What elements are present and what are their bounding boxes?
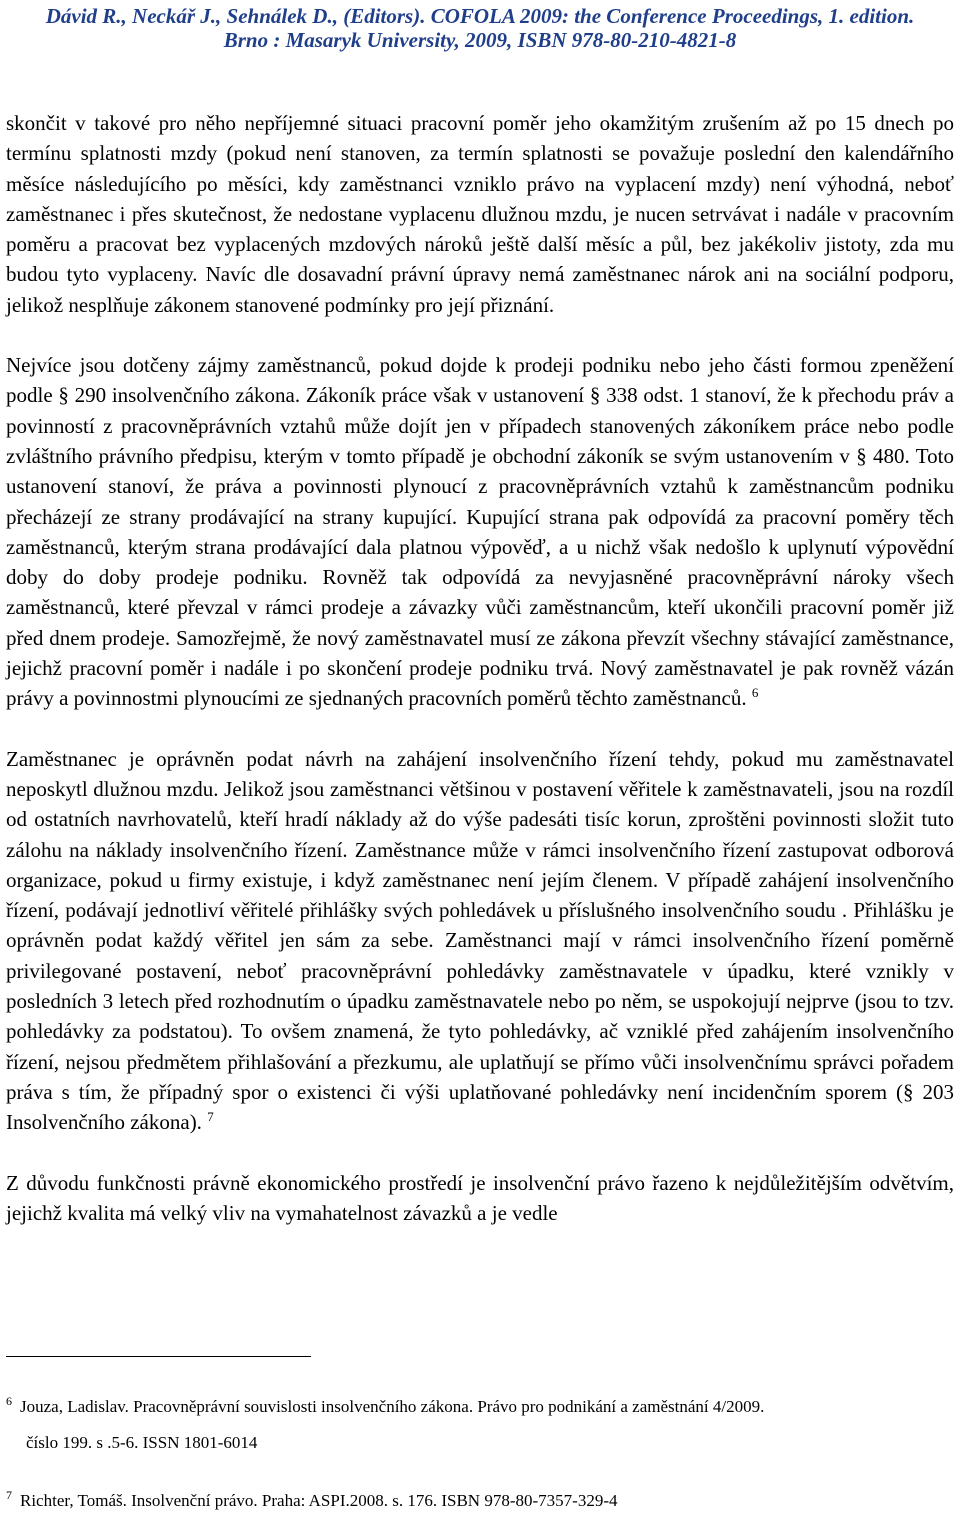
paragraph xyxy=(6,350,954,714)
paragraph xyxy=(6,744,954,1138)
footnote-ref-7[interactable]: 7 xyxy=(207,1109,214,1125)
paragraph-text: Nejvíce jsou dotčeny zájmy zaměstnanců, pokud dojde k prodeji podniku nebo jeho části formou zpeněžení podle § 290 insolvenčního zákona. Zákoník práce však v ustanovení § 338 odst. 1 stanoví, že k přechodu práv a povinností z pracovněprávních vztahů může dojít jen v případech stanovených zákoníkem práce nebo podle zvláštního právního předpisu, kterým v tomto případě je obchodní zákoník se svým ustanovením v § 480. Toto ustanovení stanoví, že práva a povinnosti plynoucí z pracovněprávních vztahů k zaměstnancům podniku přecházejí ze strany prodávající na strany kupující. Kupující strana pak odpovídá za pracovní poměry těch zaměstnanců, kterým strana prodávající dala platnou výpověď, a u nichž však nedošlo k uplynutí výpovědní doby do doby prodeje podniku. Rovněž tak odpovídá za nevyjasněné pracovněprávní nároky všech zaměstnanců, které převzal v rámci prodeje a závazky vůči zaměstnancům, kteří ukončili pracovní poměr již před dnem prodeje. Samozřejmě, že nový zaměstnavatel musí ze zákona převzít všechny stávající zaměstnance, jejichž pracovní poměr i nadále i po skončení prodeje podniku trvá. Nový zaměstnavatel je pak rovněž vázán právy a povinnostmi plynoucími ze sjednaných pracovních poměrů těchto zaměstnanců. xyxy=(6,353,954,711)
header-line-1: Dávid R., Neckář J., Sehnálek D., (Editors). COFOLA 2009: the Conference Proceedings, 1. edition. xyxy=(45,4,915,28)
footnote-separator xyxy=(6,1356,311,1357)
footnote-text: Jouza, Ladislav. Pracovněprávní souvislosti insolvenčního zákona. Právo pro podnikání a zaměstnání 4/2009. xyxy=(20,1397,765,1416)
paragraph xyxy=(6,108,954,320)
footnote-line xyxy=(6,1490,954,1512)
footnote-6 xyxy=(6,1396,954,1454)
footnote-ref-6[interactable]: 6 xyxy=(751,685,759,701)
paragraph-text: Z důvodu funkčnosti právně ekonomického prostředí je insolvenční právo řazeno k nejdůležitějším odvětvím, jejichž kvalita má velký vliv na vymahatelnost závazků a je vedle xyxy=(6,1170,954,1225)
proceedings-header xyxy=(0,4,960,52)
footnote-7 xyxy=(6,1490,954,1512)
paragraph xyxy=(6,1168,954,1229)
body-text xyxy=(6,108,954,1228)
footnote-number: 7 xyxy=(6,1488,12,1503)
paragraph-text: skončit v takové pro něho nepříjemné situaci pracovní poměr jeho okamžitým zrušením až po 15 dnech po termínu splatnosti mzdy (pokud není stanoven, za termín splatnosti se považuje poslední den kalendářního měsíce následujícího po měsíci, kdy zaměstnanci vzniklo právo na vyplacení mzdy) není výhodná, neboť zaměstnanec i přes skutečnost, že nedostane vyplacenu dlužnou mzdu, je nucen setrvávat i nadále v pracovním poměru a pracovat bez vyplacených mzdových nároků ještě další měsíc a půl, bez jakékoliv jistoty, zda mu budou tyto vyplaceny. Navíc dle dosavadní právní úpravy nemá zaměstnanec nárok ani na sociální podporu, jelikož nesplňuje zákonem stanovené podmínky pro její přiznání. xyxy=(6,111,954,317)
footnote-line: číslo 199. s .5-6. ISSN 1801-6014 xyxy=(26,1433,258,1452)
paragraph-text: Zaměstnanec je oprávněn podat návrh na zahájení insolvenčního řízení tehdy, pokud mu zaměstnavatel neposkytl dlužnou mzdu. Jelikož jsou zaměstnanci většinou v postavení věřitele k zaměstnavateli, jsou na rozdíl od ostatních navrhovatelů, kteří hradí náklady až do výše padesáti tisíc korun, zproštěni povinnosti složit tuto zálohu na náklady insolvenčního řízení. Zaměstnance může v rámci insolvenčního řízení zastupovat odborová organizace, pokud u firmy existuje, i když zaměstnanec není jejím členem. V případě zahájení insolvenčního řízení, podávají jednotliví věřitelé přihlášky svých pohledávek u příslušného insolvenčního soudu . Přihlášku je oprávněn podat každý věřitel jen sám za sebe. Zaměstnanci mají v rámci insolvenčního řízení poměrně privilegované postavení, neboť pracovněprávní pohledávky zaměstnavatele v úpadku, které vznikly v posledních 3 letech před rozhodnutím o úpadku zaměstnavatele nebo po něm, se uspokojují nejprve (jsou to tzv. pohledávky za podstatou). To ovšem znamená, že tyto pohledávky, ač vzniklé před zahájením insolvenčního řízení, nejsou předmětem přihlašování a přezkumu, ale uplatňují se přímo vůči insolvenčnímu správci pořadem práva s tím, že případný spor o existenci či výši uplatňované pohledávky není incidenčním sporem (§ 203 Insolvenčního zákona). xyxy=(6,746,954,1135)
header-line-2: Brno : Masaryk University, 2009, ISBN 978-80-210-4821-8 xyxy=(223,28,737,52)
footnote-line xyxy=(6,1396,954,1418)
footnote-number: 6 xyxy=(6,1394,12,1409)
footnote-text: Richter, Tomáš. Insolvenční právo. Praha: ASPI.2008. s. 176. ISBN 978-80-7357-329-4 xyxy=(20,1491,618,1510)
